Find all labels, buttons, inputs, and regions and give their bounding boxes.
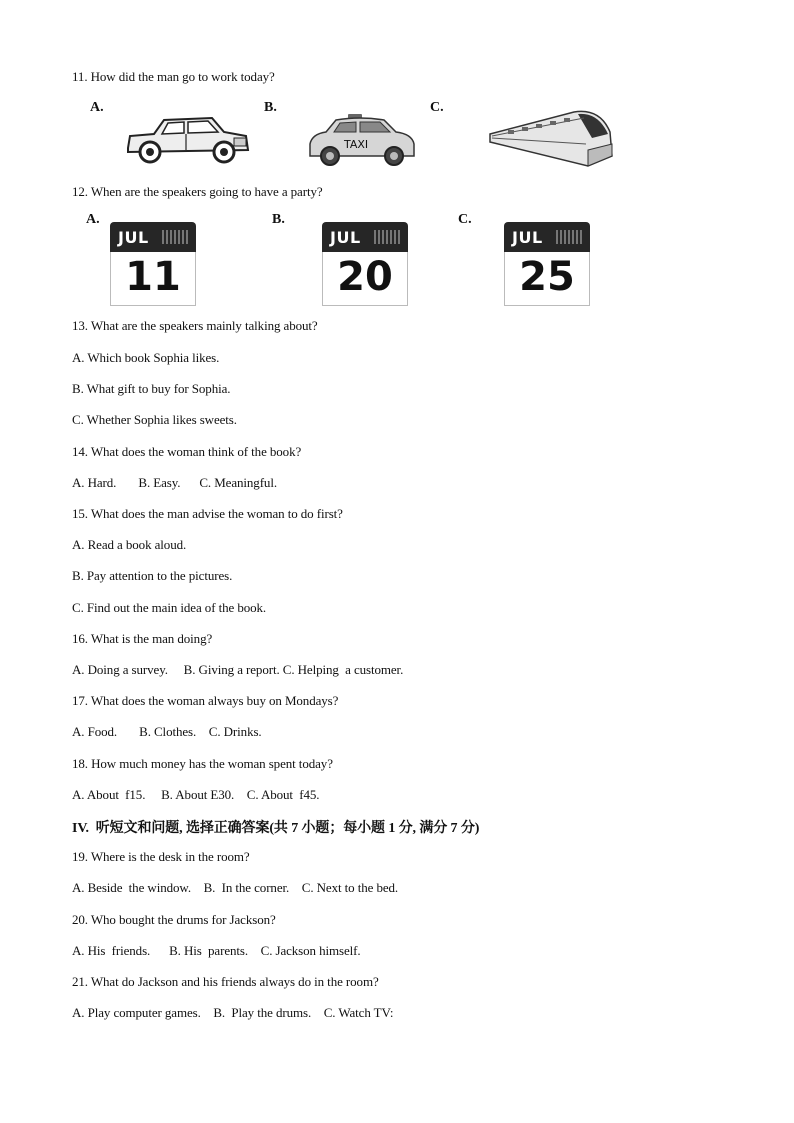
answer-options: A. Hard. B. Easy. C. Meaningful. [72, 475, 277, 490]
option-b-label: B. [264, 100, 277, 115]
question-19: 19. Where is the desk in the room? [72, 849, 250, 864]
calendar-month: JUL [330, 228, 361, 247]
answer-option: C. Whether Sophia likes sweets. [72, 412, 237, 427]
section-heading: IV. 听短文和问题, 选择正确答案(共 7 小题；每小题 1 分, 满分 7 分) [72, 821, 480, 836]
calendar-icon [322, 222, 408, 306]
calendar-day: 25 [519, 254, 575, 300]
question-13: 13. What are the speakers mainly talking about? [72, 318, 318, 333]
answer-options: A. His friends. B. His parents. C. Jackson himself. [72, 943, 361, 958]
question-11: 11. How did the man go to work today? [72, 69, 275, 84]
answer-option: A. Which book Sophia likes. [72, 350, 220, 365]
question-20: 20. Who bought the drums for Jackson? [72, 912, 276, 927]
calendar-icon [110, 222, 196, 306]
calendar-day: 11 [125, 254, 181, 300]
taxi-icon [304, 110, 418, 170]
option-a-label: A. [90, 100, 104, 115]
answer-options: A. Play computer games. B. Play the drums. C. Watch TV: [72, 1005, 394, 1020]
question-14: 14. What does the woman think of the book? [72, 444, 302, 459]
option-b-label: B. [272, 212, 285, 227]
train-icon [488, 104, 616, 170]
question-18: 18. How much money has the woman spent today? [72, 756, 333, 771]
calendar-day: 20 [337, 254, 393, 300]
answer-option: B. What gift to buy for Sophia. [72, 381, 231, 396]
question-17: 17. What does the woman always buy on Mondays? [72, 693, 339, 708]
question-15: 15. What does the man advise the woman to do first? [72, 506, 343, 521]
option-c-label: C. [458, 212, 472, 227]
answer-option: C. Find out the main idea of the book. [72, 600, 267, 615]
option-a-label: A. [86, 212, 100, 227]
taxi-sign: TAXI [344, 138, 369, 151]
option-c-label: C. [430, 100, 444, 115]
answer-options: A. Beside the window. B. In the corner. C. Next to the bed. [72, 880, 399, 895]
question-16: 16. What is the man doing? [72, 631, 213, 646]
question-21: 21. What do Jackson and his friends always do in the room? [72, 974, 379, 989]
answer-option: B. Pay attention to the pictures. [72, 568, 233, 583]
calendar-icon [504, 222, 590, 306]
calendar-month: JUL [512, 228, 543, 247]
question-12: 12. When are the speakers going to have a party? [72, 184, 323, 199]
car-icon [124, 112, 252, 166]
answer-option: A. Read a book aloud. [72, 537, 187, 552]
answer-options: A. About f15. B. About E30. C. About f45. [72, 787, 320, 802]
calendar-month: JUL [118, 228, 149, 247]
answer-options: A. Doing a survey. B. Giving a report. C. Helping a customer. [72, 662, 404, 677]
answer-options: A. Food. B. Clothes. C. Drinks. [72, 724, 262, 739]
